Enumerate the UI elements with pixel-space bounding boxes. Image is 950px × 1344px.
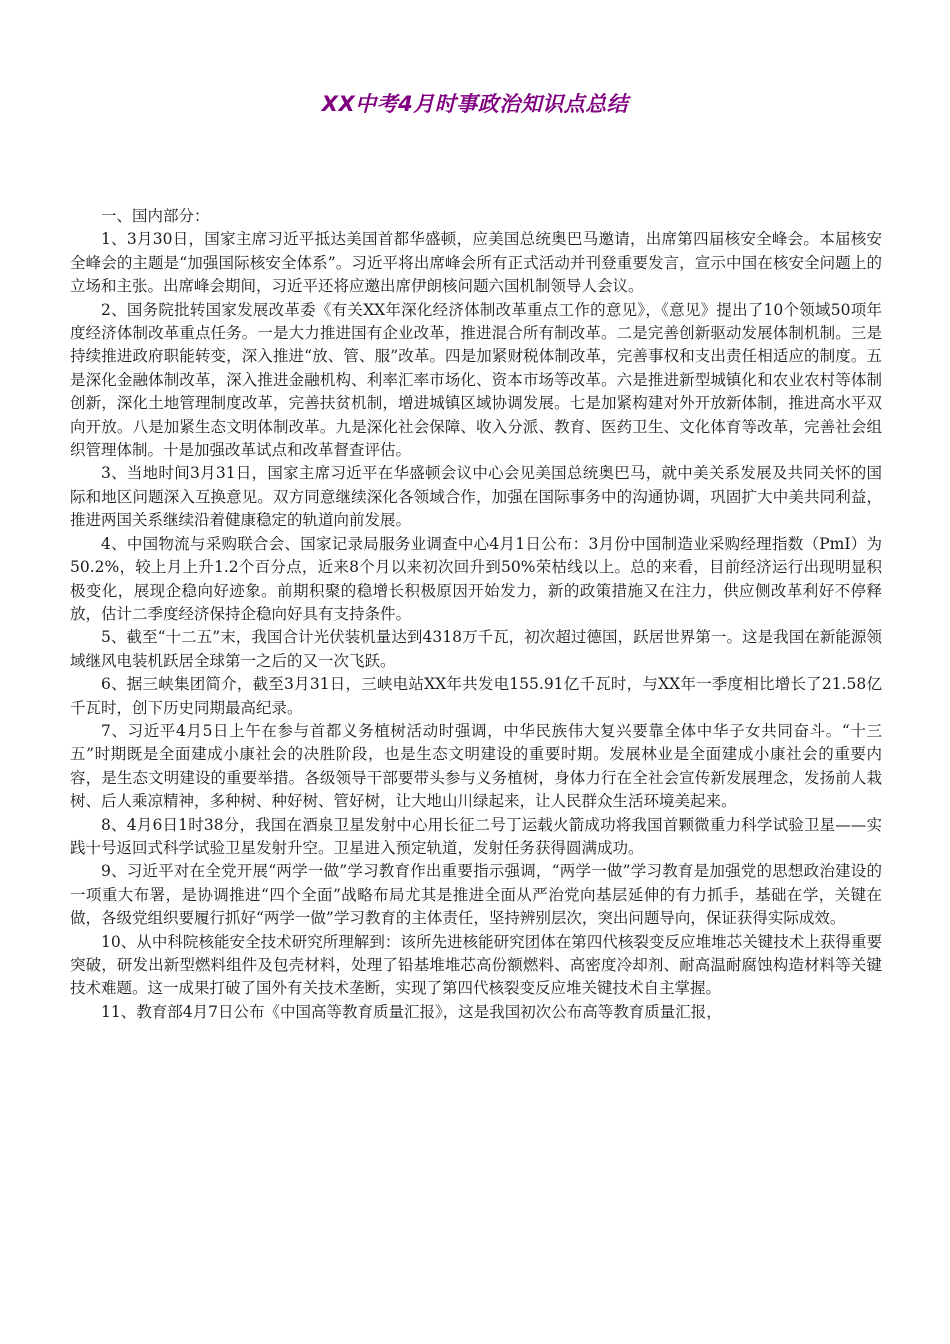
- paragraph-4: 4、中国物流与采购联合会、国家记录局服务业调查中心4月1日公布：3月份中国制造业采购经理指数（PmI）为50.2%，较上月上升1.2个百分点，近来8个月以来初次回升到50%荣枯线以上。总的来看，目前经济运行出现明显积极变化，展现企稳向好迹象。前期积聚的稳增长积极原因开始发力，新的政策措施又在注力，供应侧改革利好不停释放，估计二季度经济保持企稳向好具有支持条件。: [70, 534, 882, 623]
- paragraph-11: 11、教育部4月7日公布《中国高等教育质量汇报》，这是我国初次公布高等教育质量汇报，: [101, 1002, 722, 1021]
- paragraph-7: 7、习近平4月5日上午在参与首都义务植树活动时强调，中华民族伟大复兴要靠全体中华子女共同奋斗。“十三五”时期既是全面建成小康社会的决胜阶段，也是生态文明建设的重要时期。发展林业是全面建成小康社会的重要内容，是生态文明建设的重要举措。各级领导干部要带头参与义务植树，身体力行在全社会宣传新发展理念，发扬前人栽树、后人乘凉精神，多种树、种好树、管好树，让大地山川绿起来，让人民群众生活环境美起来。: [70, 721, 882, 811]
- paragraph-3: 3、当地时间3月31日，国家主席习近平在华盛顿会议中心会见美国总统奥巴马，就中美关系发展及共同关怀的国际和地区问题深入互换意见。双方同意继续深化各领域合作，加强在国际事务中的沟通协调，巩固扩大中美共同利益，推进两国关系继续沿着健康稳定的轨道向前发展。: [70, 464, 882, 530]
- paragraph-5: 5、截至“十二五”末，我国合计光伏装机量达到4318万千瓦，初次超过德国，跃居世界第一。这是我国在新能源领域继风电装机跃居全球第一之后的又一次飞跃。: [70, 628, 882, 670]
- paragraph-1: 1、3月30日，国家主席习近平抵达美国首都华盛顿，应美国总统奥巴马邀请，出席第四届核安全峰会。本届核安全峰会的主题是“加强国际核安全体系”。习近平将出席峰会所有正式活动并刊登重要发言，宣示中国在核安全问题上的立场和主张。出席峰会期间，习近平还将应邀出席伊朗核问题六国机制领导人会议。: [70, 230, 882, 296]
- document-title: XX中考4月时事政治知识点总结: [321, 92, 629, 116]
- section-heading: 一、国内部分：: [101, 207, 210, 225]
- paragraph-6: 6、据三峡集团简介，截至3月31日，三峡电站XX年共发电155.91亿千瓦时，与XX年一季度相比增长了21.58亿千瓦时，创下历史同期最高纪录。: [70, 675, 882, 717]
- paragraph-2: 2、国务院批转国家发展改革委《有关XX年深化经济体制改革重点工作的意见》，《意见》提出了10个领域50项年度经济体制改革重点任务。一是大力推进国有企业改革，推进混合所有制改革。二是完善创新驱动发展体制机制。三是持续推进政府职能转变，深入推进“放、管、服”改革。四是加紧财税体制改革，完善事权和支出责任相适应的制度。五是深化金融体制改革，深入推进金融机构、利率汇率市场化、资本市场等改革。六是推进新型城镇化和农业农村等体制创新，深化土地管理制度改革，完善扶贫机制，增进城镇区域协调发展。七是加紧构建对外开放新体制，推进高水平双向开放。八是加紧生态文明体制改革。九是深化社会保障、收入分派、教育、医药卫生、文化体育等改革，完善社会组织管理体制。十是加强改革试点和改革督查评估。: [70, 300, 882, 460]
- paragraph-10: 10、从中科院核能安全技术研究所理解到：该所先进核能研究团体在第四代核裂变反应堆堆芯关键技术上获得重要突破，研发出新型燃料组件及包壳材料，处理了铅基堆堆芯高份额燃料、高密度冷却剂、耐高温耐腐蚀构造材料等关键技术难题。这一成果打破了国外有关技术垄断，实现了第四代核裂变反应堆关键技术自主掌握。: [70, 932, 882, 998]
- paragraph-8: 8、4月6日1时38分，我国在酒泉卫星发射中心用长征二号丁运载火箭成功将我国首颗微重力科学试验卫星——实践十号返回式科学试验卫星发射升空。卫星进入预定轨道，发射任务获得圆满成功。: [70, 815, 882, 857]
- paragraph-9: 9、习近平对在全党开展“两学一做”学习教育作出重要指示强调，“两学一做”学习教育是加强党的思想政治建设的一项重大布署，是协调推进“四个全面”战略布局尤其是推进全面从严治党向基层延伸的有力抓手，基础在学，关键在做，各级党组织要履行抓好“两学一做”学习教育的主体责任，坚持辨别层次，突出问题导向，保证获得实际成效。: [70, 862, 882, 928]
- document-body: [70, 205, 882, 1024]
